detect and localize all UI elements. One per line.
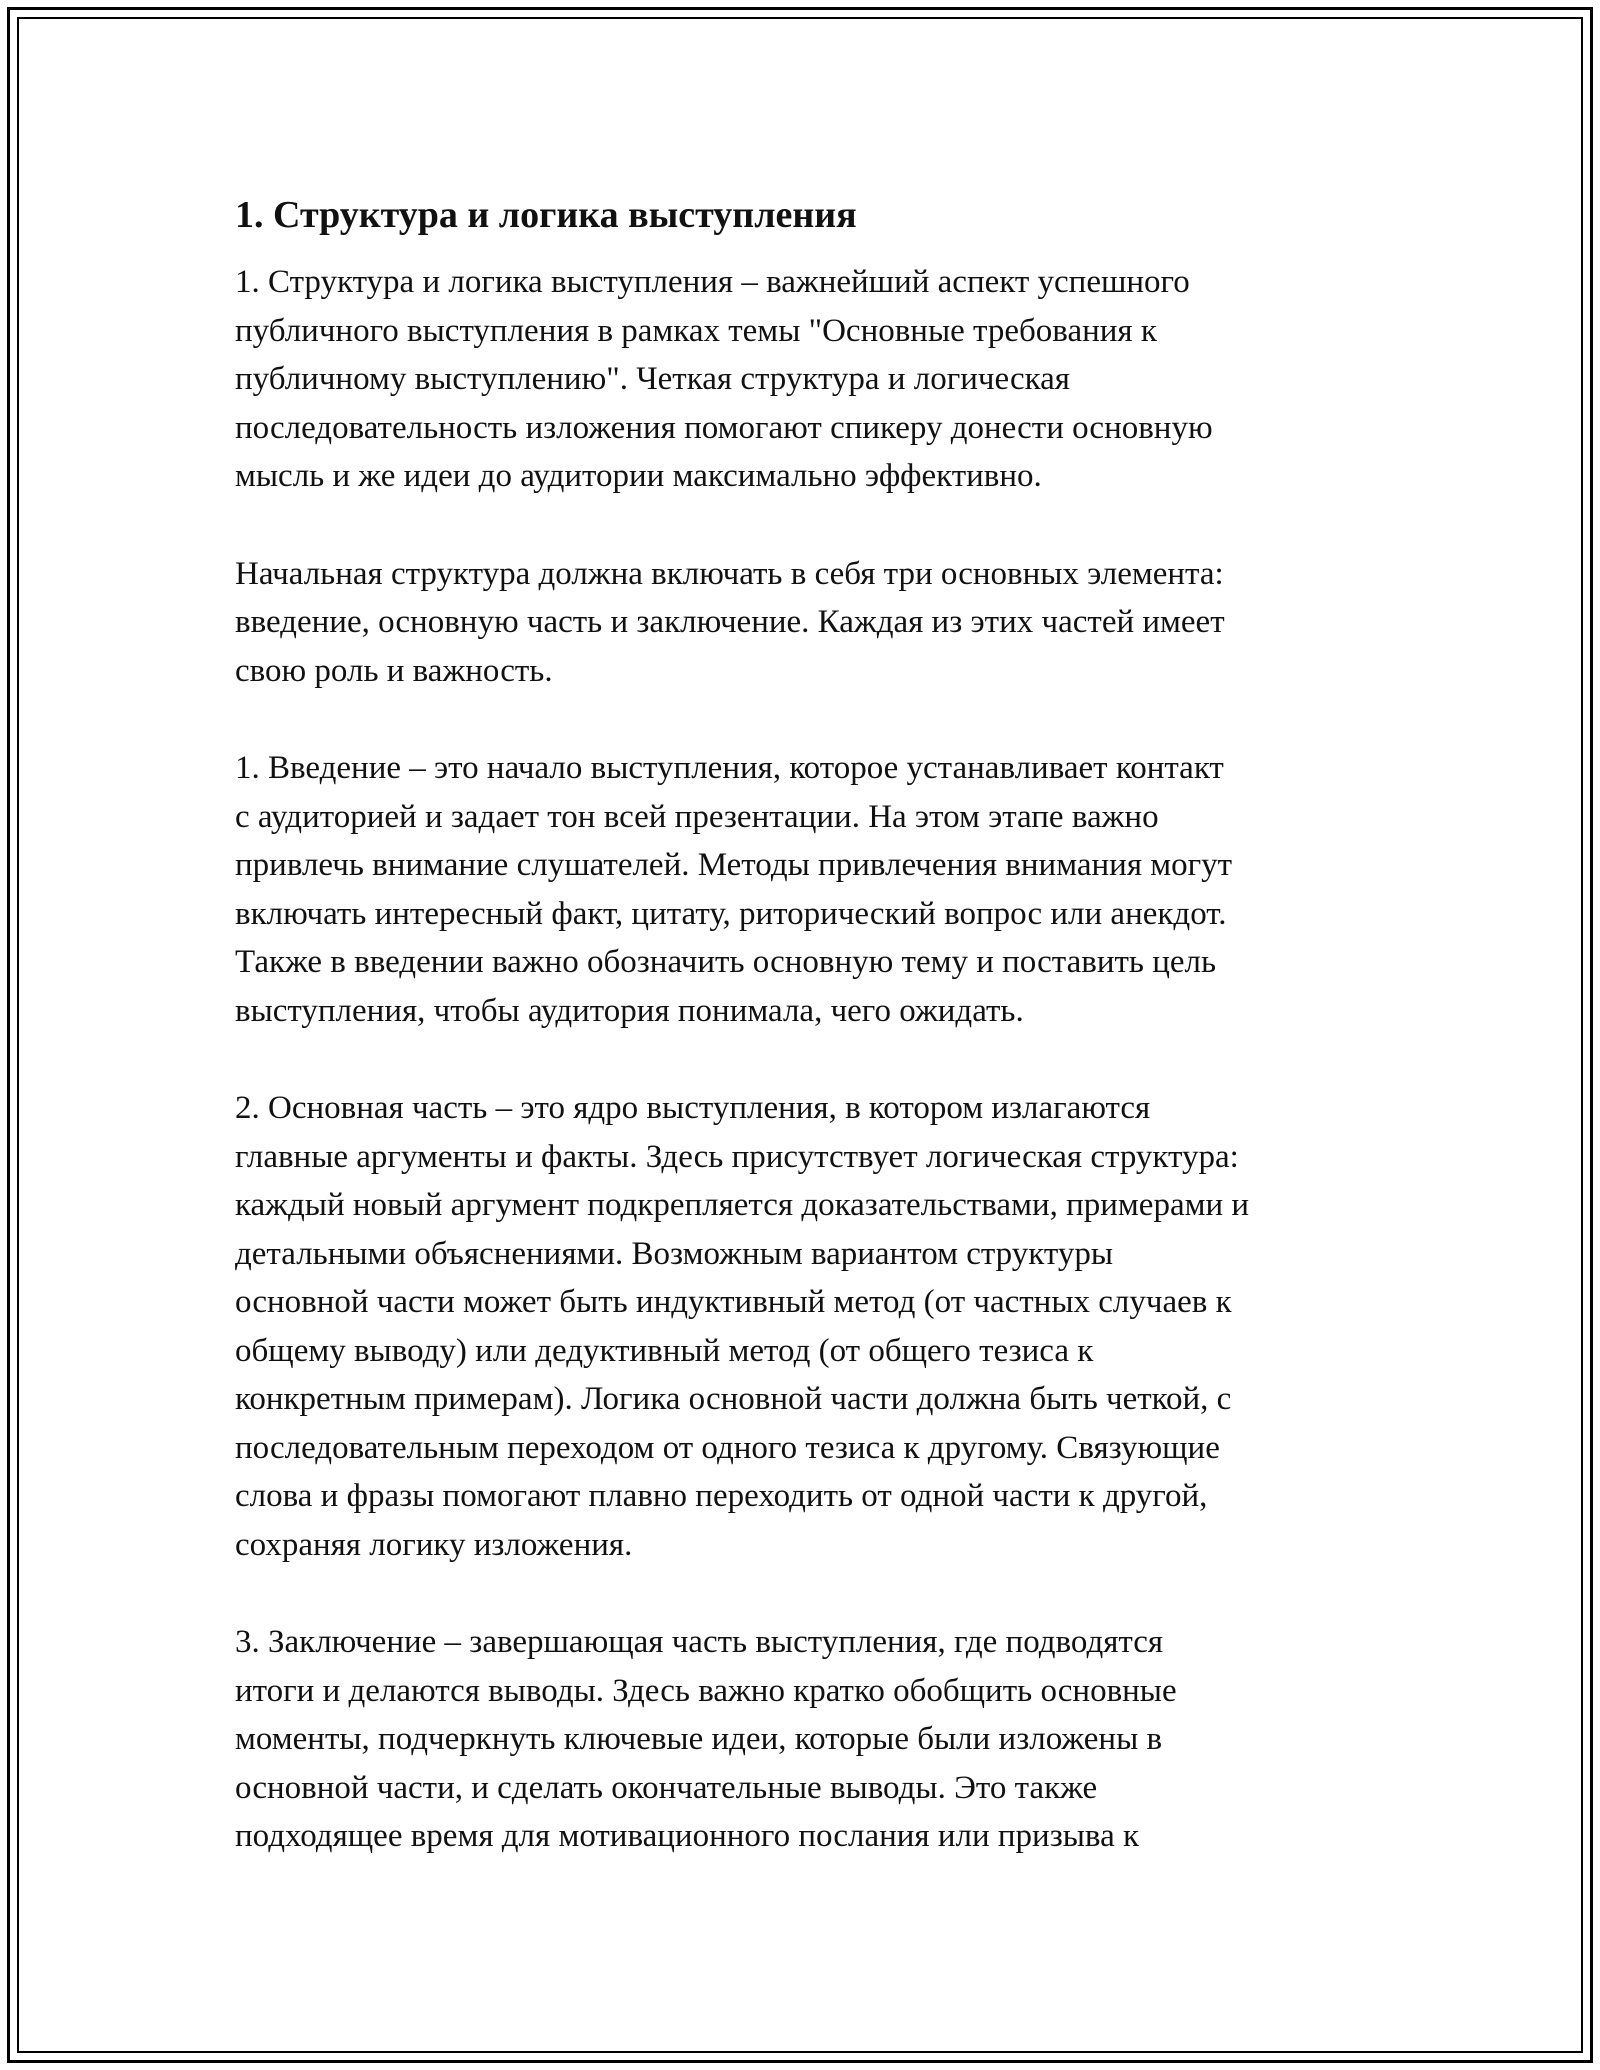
- section-heading: 1. Структура и логика выступления: [235, 194, 857, 236]
- paragraph-structure-elements: Начальная структура должна включать в себя три основных элемента: введение, основную часть и заключение. Каждая из этих частей имеет свою роль и важность.: [235, 555, 1225, 689]
- paragraph-intro: 1. Структура и логика выступления – важнейший аспект успешного публичного выступления в рамках темы "Основные требования к публичному выступлению". Четкая структура и логическая последовательность изложения помогают спикеру донести основную мысль и же идеи до аудитории максимально эффективно.: [235, 264, 1213, 494]
- paragraph-conclusion: 3. Заключение – завершающая часть выступления, где подводятся итоги и делаются выводы. Здесь важно кратко обобщить основные моменты, подчеркнуть ключевые идеи, которые были изложены в основной части, и сделать окончательные выводы. Это также подходящее время для мотивационного послания или призыва к: [235, 1624, 1177, 1854]
- paragraph-introduction: 1. Введение – это начало выступления, которое устанавливает контакт с аудиторией и задает тон всей презентации. На этом этапе важно привлечь внимание слушателей. Методы привлечения внимания могут включать интересный факт, цитату, риторический вопрос или анекдот. Также в введении важно обозначить основную тему и поставить цель выступления, чтобы аудитория понимала, чего ожидать.: [235, 750, 1233, 1029]
- document-body: [235, 186, 1415, 1910]
- paragraph-main-part: 2. Основная часть – это ядро выступления, в котором излагаются главные аргументы и факты. Здесь присутствует логическая структура: каждый новый аргумент подкрепляется доказательствами, примерами и детальными объяснениями. Возможным вариантом структуры основной части может быть индуктивный метод (от частных случаев к общему выводу) или дедуктивный метод (от общего тезиса к конкретным примерам). Логика основной части должна быть четкой, с последовательным переходом от одного тезиса к другому. Связующие слова и фразы помогают плавно переходить от одной части к другой, сохраняя логику изложения.: [235, 1090, 1250, 1563]
